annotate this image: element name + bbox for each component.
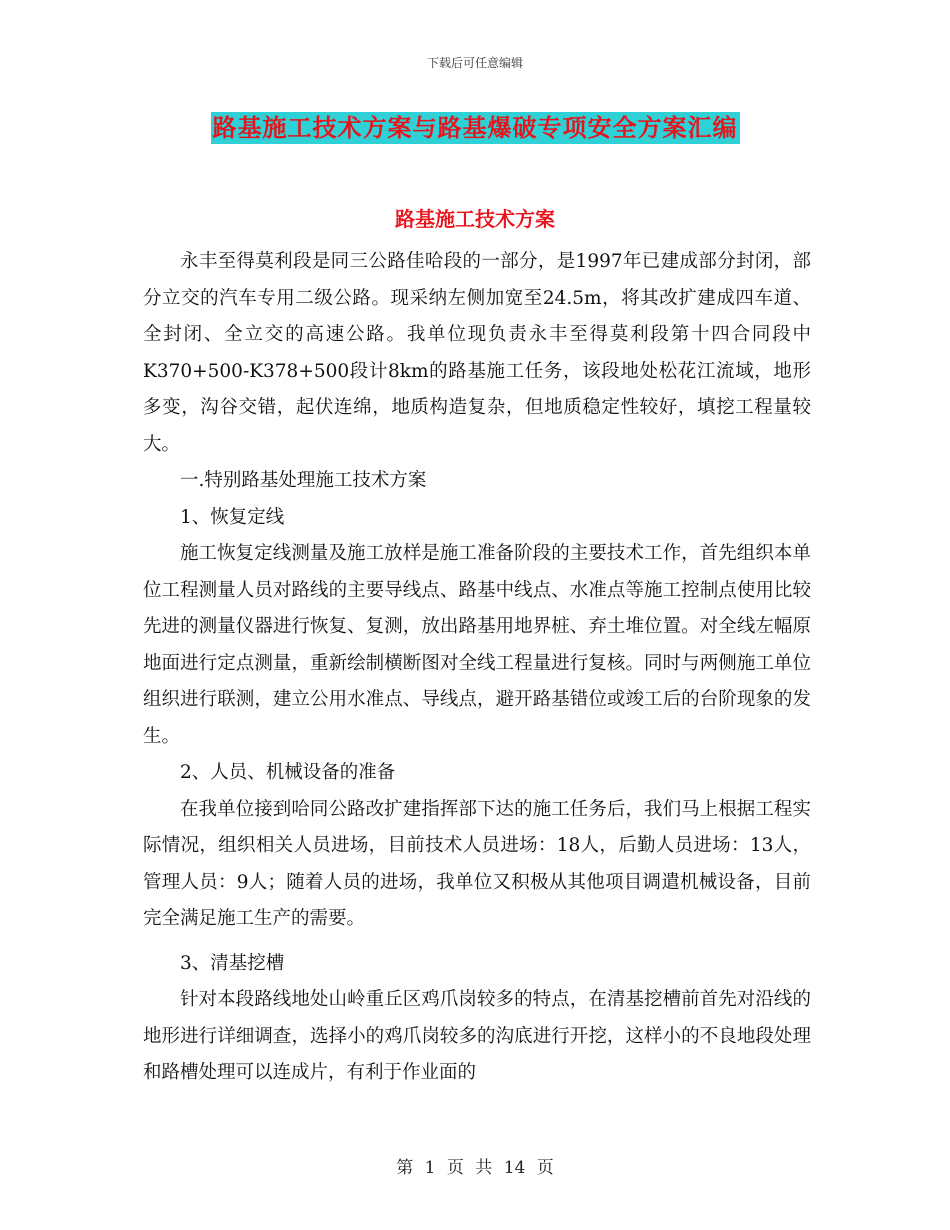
heading-restore-line: 1、恢复定线 [180,506,285,528]
heading-clearing-trenching: 3、清基挖槽 [180,952,285,974]
main-title-wrap [0,112,950,144]
section-title: 路基施工技术方案 [395,207,555,231]
heading-personnel-equipment: 2、人员、机械设备的准备 [180,762,396,783]
page-number-footer: 第 1 页 共 14 页 [396,1158,554,1178]
document-body [143,244,811,1092]
heading-special-subgrade: 一.特别路基处理施工技术方案 [180,470,427,491]
paragraph-clearing-trenching: 针对本段路线地处山岭重丘区鸡爪岗较多的特点，在清基挖槽前首先对沿线的地形进行详细调查，选择小的鸡爪岗较多的沟底进行开挖，这样小的不良地段处理和路槽处理可以连成片，有利于作业面的 [143,989,811,1083]
header-note: 下载后可任意编辑 [426,56,523,70]
paragraph-personnel-equipment: 在我单位接到哈同公路改扩建指挥部下达的施工任务后，我们马上根据工程实际情况，组织相关人员进场，目前技术人员进场：18人，后勤人员进场：13人，管理人员：9人；随着人员的进场，我单位又积极从其他项目调遣机械设备，目前完全满足施工生产的需要。 [143,798,811,929]
paragraph-restore-line: 施工恢复定线测量及施工放样是施工准备阶段的主要技术工作，首先组织本单位工程测量人员对路线的主要导线点、路基中线点、水准点等施工控制点使用比较先进的测量仪器进行恢复、复测，放出路基用地界桩、弃土堆位置。对全线左幅原地面进行定点测量，重新绘制横断图对全线工程量进行复核。同时与两侧施工单位组织进行联测，建立公用水准点、导线点，避开路基错位或竣工后的台阶现象的发生。 [143,543,811,747]
paragraph-intro: 永丰至得莫利段是同三公路佳哈段的一部分，是1997年已建成部分封闭，部分立交的汽车专用二级公路。现采纳左侧加宽至24.5m，将其改扩建成四车道、全封闭、全立交的高速公路。我单位现负责永丰至得莫利段第十四合同段中K370+500-K378+500段计8km的路基施工任务，该段地处松花江流域，地形多变，沟谷交错，起伏连绵，地质构造复杂，但地质稳定性较好，填挖工程量较大。 [143,251,811,455]
document-main-title: 路基施工技术方案与路基爆破专项安全方案汇编 [212,114,738,142]
